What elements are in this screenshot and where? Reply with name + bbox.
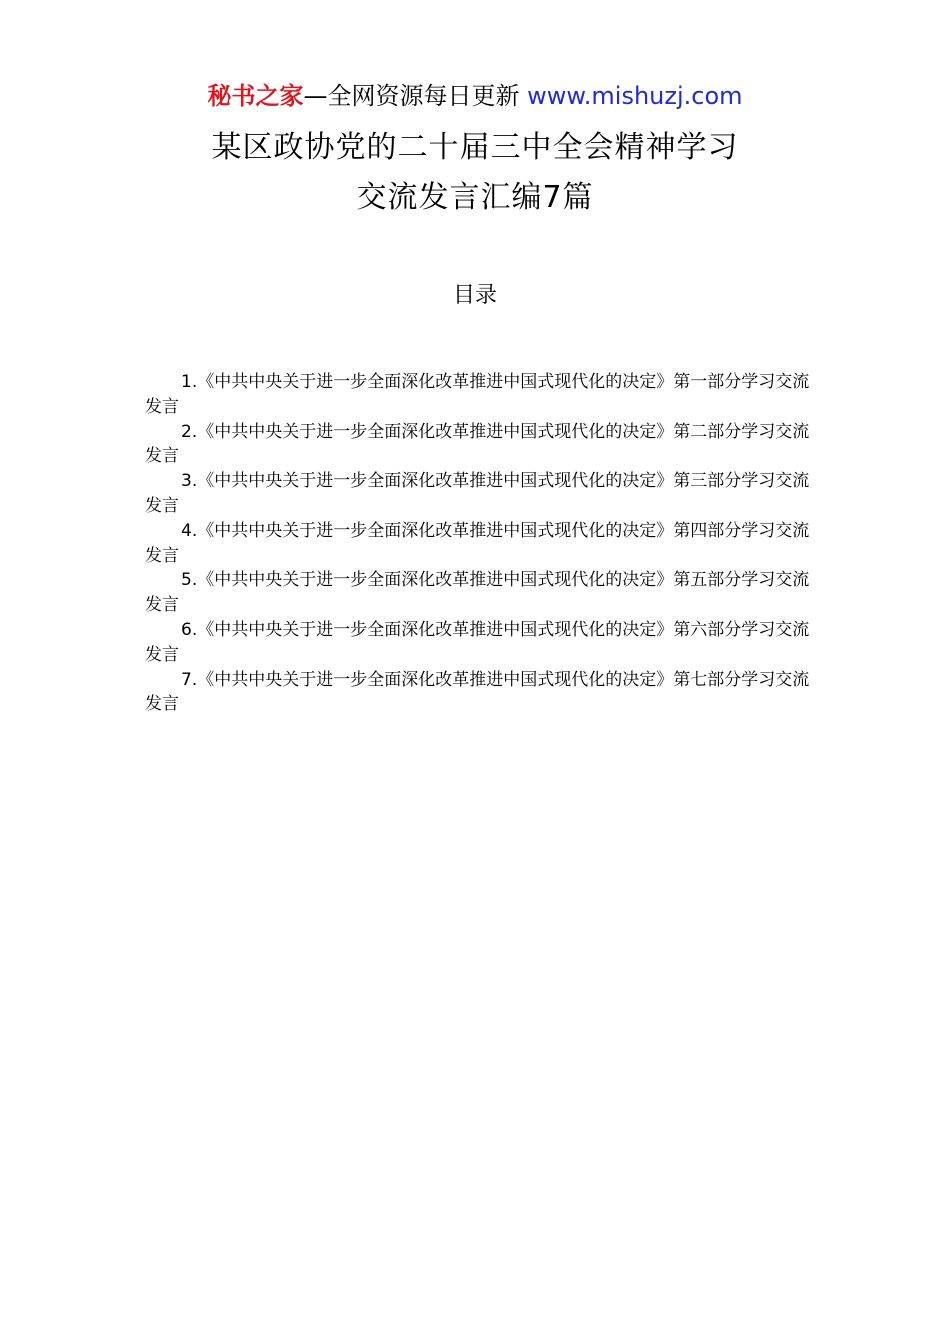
site-url-link[interactable]: www.mishuzj.com: [527, 82, 743, 110]
toc-item-7[interactable]: 7.《中共中央关于进一步全面深化改革推进中国式现代化的决定》第七部分学习交流发言: [145, 669, 810, 715]
document-title-line-2: 交流发言汇编7篇: [356, 180, 594, 215]
toc-item-6[interactable]: 6.《中共中央关于进一步全面深化改革推进中国式现代化的决定》第六部分学习交流发言: [145, 619, 810, 665]
table-of-contents: [145, 370, 810, 717]
toc-item-1[interactable]: 1.《中共中央关于进一步全面深化改革推进中国式现代化的决定》第一部分学习交流发言: [145, 372, 810, 417]
banner-slogan: —全网资源每日更新: [303, 82, 520, 110]
toc-item-5[interactable]: 5.《中共中央关于进一步全面深化改革推进中国式现代化的决定》第五部分学习交流发言: [145, 570, 810, 616]
toc-item-3[interactable]: 3.《中共中央关于进一步全面深化改革推进中国式现代化的决定》第三部分学习交流发言: [145, 471, 810, 516]
toc-item-4[interactable]: 4.《中共中央关于进一步全面深化改革推进中国式现代化的决定》第四部分学习交流发言: [145, 520, 810, 566]
toc-item-2[interactable]: 2.《中共中央关于进一步全面深化改革推进中国式现代化的决定》第二部分学习交流发言: [145, 421, 810, 467]
brand-name: 秘书之家: [207, 82, 304, 110]
toc-heading: 目录: [452, 283, 497, 308]
document-title-line-1: 某区政协党的二十届三中全会精神学习: [211, 130, 739, 165]
site-banner: [0, 80, 950, 112]
